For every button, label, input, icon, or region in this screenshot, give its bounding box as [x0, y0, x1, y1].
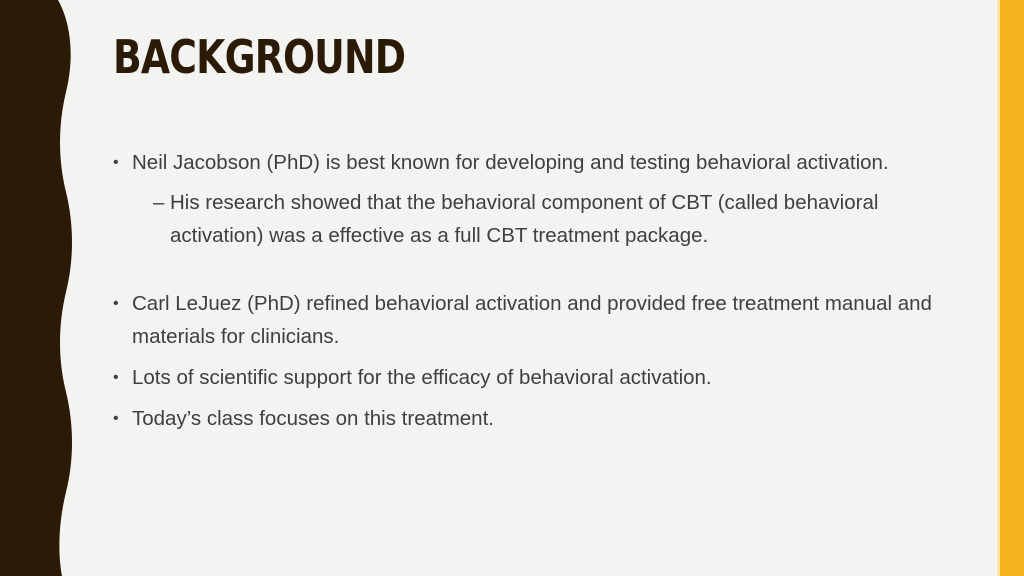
sub-bullet-research — [113, 186, 943, 252]
bullet-text: Carl LeJuez (PhD) refined behavioral activation and provided free treatment manual and materials for clinicians. — [132, 292, 932, 348]
bullet-text: Today’s class focuses on this treatment. — [132, 407, 494, 430]
bullet-dot: • — [113, 295, 119, 312]
bullet-text: Neil Jacobson (PhD) is best known for developing and testing behavioral activation. — [132, 151, 889, 174]
bullet-lejuez — [113, 287, 943, 353]
accent-stripe — [1000, 0, 1024, 576]
bullet-text: Lots of scientific support for the efficacy of behavioral activation. — [132, 366, 712, 389]
bullet-dot: • — [113, 410, 119, 427]
left-wave-border — [0, 0, 80, 576]
sub-bullet-dash: – — [153, 191, 165, 214]
bullet-class-focus — [113, 402, 943, 435]
bullet-jacobson — [113, 146, 943, 179]
bullet-dot: • — [113, 154, 119, 171]
sub-bullet-text: His research showed that the behavioral component of CBT (called behavioral activation) was a effective as a full CBT treatment package. — [170, 191, 879, 247]
slide-title: BACKGROUND — [113, 30, 406, 84]
bullet-dot: • — [113, 369, 119, 386]
slide-content — [113, 146, 943, 435]
bullet-support — [113, 361, 943, 394]
